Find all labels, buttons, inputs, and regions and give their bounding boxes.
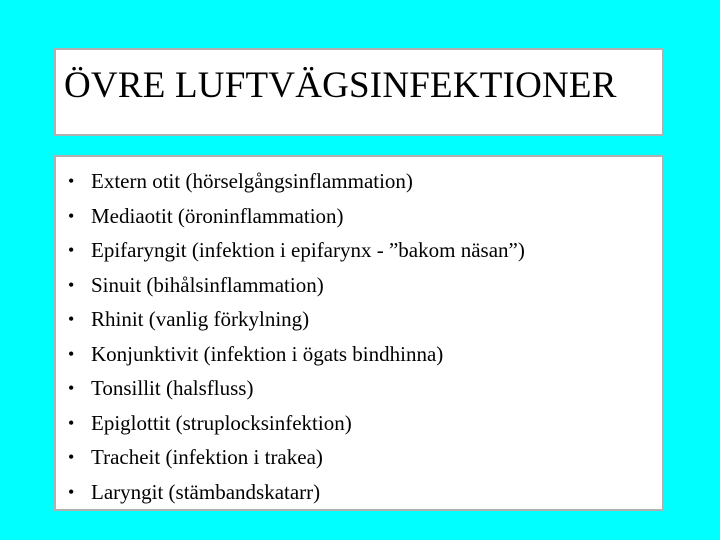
list-item [56,440,662,475]
list-item [56,406,662,441]
list-item [56,337,662,372]
slide-title: ÖVRE LUFTVÄGSINFEKTIONER [64,65,617,106]
list-item-text: Rhinit (vanlig förkylning) [91,307,310,331]
list-item-text: Konjunktivit (infektion i ögats bindhinna) [91,341,444,366]
bullet-icon: • [68,274,75,295]
title-box [54,48,664,136]
bullet-list [56,164,662,509]
list-item-text: Tonsillit (halsfluss) [91,376,254,400]
list-item [56,302,662,337]
list-item-text: Laryngit (stämbandskatarr) [91,479,321,504]
content-box [54,155,664,511]
bullet-icon: • [68,171,75,191]
list-item-text: Extern otit (hörselgångsinflammation) [91,169,413,193]
bullet-icon: • [68,378,75,398]
list-item-text: Epiglottit (struplocksinfektion) [91,410,352,435]
bullet-icon: • [68,240,75,260]
list-item [56,199,662,234]
list-item [56,233,662,268]
list-item-text: Sinuit (bihålsinflammation) [91,272,324,297]
bullet-icon: • [68,309,75,329]
list-item [56,475,662,510]
bullet-icon: • [68,481,75,502]
bullet-icon: • [68,447,75,467]
list-item [56,164,662,199]
list-item-text: Epifaryngit (infektion i epifarynx - ”bakom näsan”) [91,238,525,262]
list-item-text: Tracheit (infektion i trakea) [91,445,323,469]
list-item-text: Mediaotit (öroninflammation) [91,203,344,228]
bullet-icon: • [68,412,75,433]
bullet-icon: • [68,205,75,226]
bullet-icon: • [68,343,75,364]
list-item [56,268,662,303]
list-item [56,371,662,406]
